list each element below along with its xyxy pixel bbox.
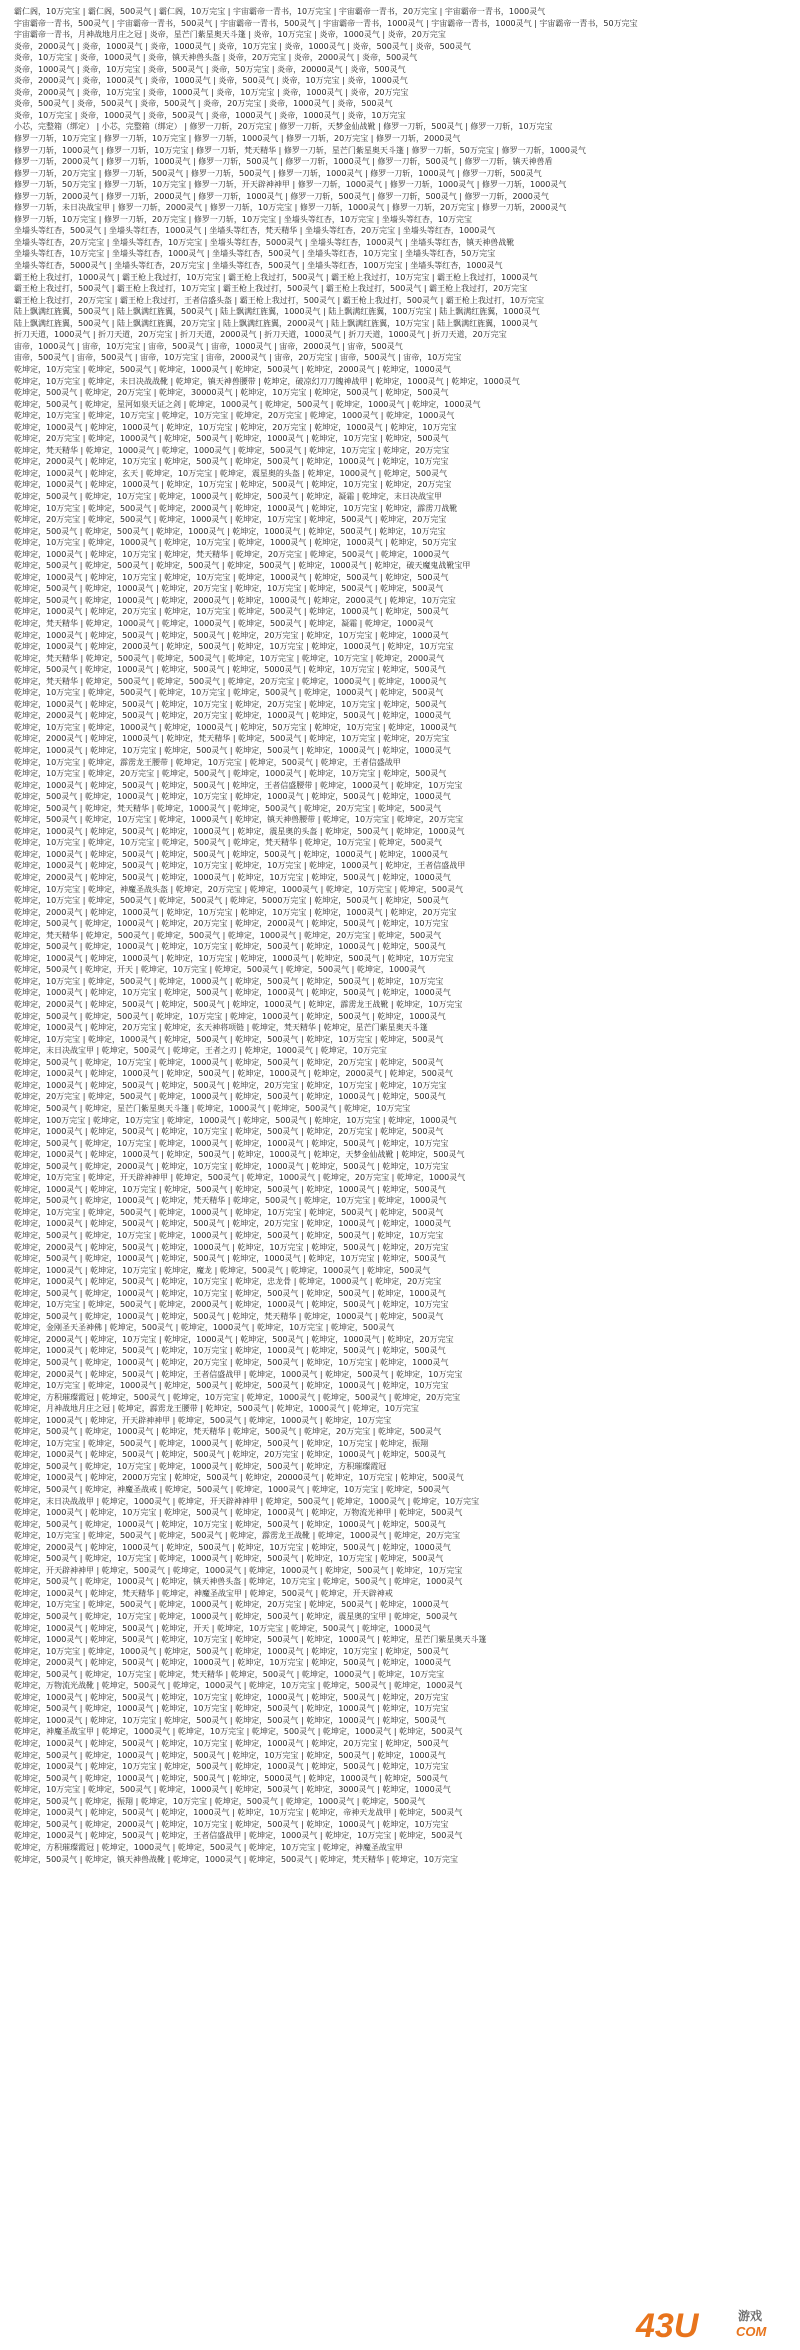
reward-line: 乾坤定，方积璀璨霞冠 | 乾坤定，1000灵气 | 乾坤定，500灵气 | 乾坤定，10万完宝 | 乾坤定，神魔圣战宝甲 [14,1842,403,1852]
reward-line: 乾坤定，10万完宝 | 乾坤定，1000灵气 | 乾坤定，500灵气 | 乾坤定，500灵气 | 乾坤定，1000灵气 | 乾坤定，10万完宝 [14,1381,449,1391]
reward-line: 炎帝，1000灵气 | 炎帝，10万完宝 | 炎帝，500灵气 | 炎帝，50万完宝 | 炎帝，20000灵气 | 炎帝，500灵气 [14,64,406,74]
reward-line: 炎帝，2000灵气 | 炎帝，1000灵气 | 炎帝，1000灵气 | 炎帝，500灵气 | 炎帝，10万完宝 | 炎帝，1000灵气 [14,76,408,86]
reward-line: 乾坤定，500灵气 | 乾坤定，1000灵气 | 乾坤定，500灵气 | 乾坤定，5000灵气 | 乾坤定，1000灵气 | 乾坤定，500灵气 [14,1773,448,1783]
reward-line: 坐墙头等红杏，500灵气 | 坐墙头等红杏，1000灵气 | 坐墙头等红杏，梵天精华 | 坐墙头等红杏，20万完宝 | 坐墙头等红杏，1000灵气 [14,226,496,236]
reward-line: 乾坤定，500灵气 | 乾坤定，2000灵气 | 乾坤定，10万完宝 | 乾坤定，1000灵气 | 乾坤定，500灵气 | 乾坤定，10万完宝 [14,1161,449,1171]
reward-line: 乾坤定，万物流光战靴 | 乾坤定，500灵气 | 乾坤定，1000灵气 | 乾坤定，10万完宝 | 乾坤定，500灵气 | 乾坤定，1000灵气 [14,1681,463,1691]
reward-line: 修罗一刀斩，10万完宝 | 修罗一刀斩，10万完宝 | 修罗一刀斩，1000灵气 | 修罗一刀斩，20万完宝 | 修罗一刀斩，2000灵气 [14,134,461,144]
reward-line: 乾坤定，1000灵气 | 乾坤定，500灵气 | 乾坤定，10万完宝 | 乾坤定，500灵气 | 乾坤定，1000灵气 | 乾坤定，星芒门紫星奥天斗篷 [14,1635,487,1645]
reward-line: 乾坤定，500灵气 | 乾坤定，500灵气 | 乾坤定，1000灵气 | 乾坤定，1000灵气 | 乾坤定，500灵气 | 乾坤定，10万完宝 [14,526,446,536]
reward-line: 乾坤定，1000灵气 | 乾坤定，20万完宝 | 乾坤定，10万完宝 | 乾坤定，500灵气 | 乾坤定，1000灵气 | 乾坤定，500灵气 [14,607,449,617]
reward-line: 乾坤定，20万完宝 | 乾坤定，1000灵气 | 乾坤定，500灵气 | 乾坤定，1000灵气 | 乾坤定，10万完宝 | 乾坤定，500灵气 [14,434,449,444]
reward-line: 乾坤定，500灵气 | 乾坤定，10万完宝 | 乾坤定，1000灵气 | 乾坤定，500灵气 | 乾坤定，凝霜 | 乾坤定，末日决战宝甲 [14,491,442,501]
reward-line: 乾坤定，1000灵气 | 乾坤定，500灵气 | 乾坤定，10万完宝 | 乾坤定，1000灵气 | 乾坤定，500灵气 | 乾坤定，20万完宝 [14,1692,449,1702]
reward-line: 乾坤定，500灵气 | 乾坤定，10万完宝 | 乾坤定，1000灵气 | 乾坤定，500灵气 | 乾坤定，10万完宝 | 乾坤定，500灵气 [14,1554,444,1564]
reward-line: 乾坤定，1000灵气 | 乾坤定，10万完宝 | 乾坤定，500灵气 | 乾坤定，500灵气 | 乾坤定，1000灵气 | 乾坤定，500灵气 [14,1715,446,1725]
reward-line: 陆上飘满红旌翼，500灵气 | 陆上飘满红旌翼，500灵气 | 陆上飘满红旌翼，1000灵气 | 陆上飘满红旌翼，100万完宝 | 陆上飘满红旌翼，1000灵气 [14,307,540,317]
reward-line: 乾坤定，10万完宝 | 乾坤定，霹雳龙王腰带 | 乾坤定，10万完宝 | 乾坤定，500灵气 | 乾坤定，王者信盛战甲 [14,757,401,767]
reward-line: 乾坤定，10万完宝 | 乾坤定，20万完宝 | 乾坤定，500灵气 | 乾坤定，1000灵气 | 乾坤定，10万完宝 | 乾坤定，500灵气 [14,769,447,779]
reward-line: 乾坤定，500灵气 | 乾坤定，1000灵气 | 乾坤定，梵天精华 | 乾坤定，500灵气 | 乾坤定，20万完宝 | 乾坤定，500灵气 [14,1427,442,1437]
reward-line: 乾坤定，500灵气 | 乾坤定，10万完宝 | 乾坤定，1000灵气 | 乾坤定，1000灵气 | 乾坤定，500灵气 | 乾坤定，10万完宝 [14,1138,449,1148]
reward-line: 乾坤定，1000灵气 | 乾坤定，开天辟神神甲 | 乾坤定，500灵气 | 乾坤定，1000灵气 | 乾坤定，10万完宝 [14,1415,392,1425]
logo-sub-text: 游戏 [738,2309,763,2323]
reward-line: 乾坤定，2000灵气 | 乾坤定，10万完宝 | 乾坤定，500灵气 | 乾坤定，500灵气 | 乾坤定，1000灵气 | 乾坤定，10万完宝 [14,457,449,467]
reward-line: 乾坤定，2000灵气 | 乾坤定，500灵气 | 乾坤定，1000灵气 | 乾坤定，10万完宝 | 乾坤定，500灵气 | 乾坤定，20万完宝 [14,1242,449,1252]
reward-line: 乾坤定，500灵气 | 乾坤定，1000灵气 | 乾坤定，10万完宝 | 乾坤定，500灵气 | 乾坤定，500灵气 | 乾坤定，1000灵气 [14,1288,446,1298]
reward-line: 乾坤定，1000灵气 | 乾坤定，500灵气 | 乾坤定，500灵气 | 乾坤定，20万完宝 | 乾坤定，1000灵气 | 乾坤定，500灵气 [14,1450,446,1460]
reward-line: 坐墙头等红杏，5000灵气 | 坐墙头等红杏，20万完宝 | 坐墙头等红杏，500灵气 | 坐墙头等红杏，100万完宝 | 坐墙头等红杏，1000灵气 [14,261,503,271]
reward-line: 乾坤定，1000灵气 | 乾坤定，10万完宝 | 乾坤定，10万完宝 | 乾坤定，1000灵气 | 乾坤定，500灵气 | 乾坤定，500灵气 [14,572,449,582]
reward-line: 乾坤定，500灵气 | 乾坤定，1000灵气 | 乾坤定，20万完宝 | 乾坤定，10万完宝 | 乾坤定，500灵气 | 乾坤定，500灵气 [14,584,444,594]
reward-line: 乾坤定，金刚圣天圣神佛 | 乾坤定，500灵气 | 乾坤定，1000灵气 | 乾坤定，10万完宝 | 乾坤定，500灵气 [14,1323,395,1333]
reward-line: 坐墙头等红杏，10万完宝 | 坐墙头等红杏，1000灵气 | 坐墙头等红杏，500灵气 | 坐墙头等红杏，10万完宝 | 坐墙头等红杏，50万完宝 [14,249,496,259]
reward-line: 乾坤定，神魔圣战宝甲 | 乾坤定，1000灵气 | 乾坤定，10万完宝 | 乾坤定，500灵气 | 乾坤定，1000灵气 | 乾坤定，500灵气 [14,1727,463,1737]
reward-line: 乾坤定，2000灵气 | 乾坤定，500灵气 | 乾坤定，500灵气 | 乾坤定，1000灵气 | 乾坤定，霹雳龙王战靴 | 乾坤定，10万完宝 [14,1000,463,1010]
reward-line: 乾坤定，1000灵气 | 乾坤定，500灵气 | 乾坤定，10万完宝 | 乾坤定，忠龙骨 | 乾坤定，1000灵气 | 乾坤定，20万完宝 [14,1277,442,1287]
reward-line: 陆上飘满红旌翼，500灵气 | 陆上飘满红旌翼，20万完宝 | 陆上飘满红旌翼，2000灵气 | 陆上飘满红旌翼，10万完宝 | 陆上飘满红旌翼，1000灵气 [14,318,538,328]
reward-line: 乾坤定，梵天精华 | 乾坤定，500灵气 | 乾坤定，500灵气 | 乾坤定，10万完宝 | 乾坤定，10万完宝 | 乾坤定，2000灵气 [14,653,445,663]
reward-line: 宇宙霸帝一青书，月神战地月庄之冠 | 炎帝，星芒门紫星奥天斗篷 | 炎帝，10万完宝 | 炎帝，1000灵气 | 炎帝，20万完宝 [14,30,446,40]
logo-domain-text: COM [736,2324,767,2339]
reward-line: 乾坤定，500灵气 | 乾坤定，1000灵气 | 乾坤定，500灵气 | 乾坤定，10万完宝 | 乾坤定，500灵气 | 乾坤定，1000灵气 [14,1750,446,1760]
reward-line: 宙帝，500灵气 | 宙帝，500灵气 | 宙帝，10万完宝 | 宙帝，2000灵气 | 宙帝，20万完宝 | 宙帝，500灵气 | 宙帝，10万完宝 [14,353,462,363]
reward-line: 乾坤定，方积璀璨霞冠 | 乾坤定，500灵气 | 乾坤定，10万完宝 | 乾坤定，1000灵气 | 乾坤定，500灵气 | 乾坤定，20万完宝 [14,1392,461,1402]
reward-line: 炎帝，2000灵气 | 炎帝，1000灵气 | 炎帝，1000灵气 | 炎帝，10万完宝 | 炎帝，1000灵气 | 炎帝，500灵气 | 炎帝，500灵气 [14,41,471,51]
reward-line: 乾坤定，月神战地月庄之冠 | 乾坤定，霹雳龙王腰带 | 乾坤定，500灵气 | 乾坤定，1000灵气 | 乾坤定，10万完宝 [14,1404,419,1414]
reward-line: 霸仁阁，10万完宝 | 霸仁阁，500灵气 | 霸仁阁，10万完宝 | 宇宙霸帝一青书，10万完宝 | 宇宙霸帝一青书，20万完宝 | 宇宙霸帝一青书，1000灵气 [14,7,546,16]
reward-line: 乾坤定，10万完宝 | 乾坤定，开天辟神神甲 | 乾坤定，500灵气 | 乾坤定，1000灵气 | 乾坤定，20万完宝 | 乾坤定，1000灵气 [14,1173,466,1183]
reward-line: 乾坤定，500灵气 | 乾坤定，20万完宝 | 乾坤定，30000灵气 | 乾坤定，10万完宝 | 乾坤定，500灵气 | 乾坤定，500灵气 [14,388,449,398]
reward-line: 乾坤定，末日决战战甲 | 乾坤定，1000灵气 | 乾坤定，开天辟神神甲 | 乾坤定，500灵气 | 乾坤定，1000灵气 | 乾坤定，10万完宝 [14,1496,480,1506]
reward-line: 乾坤定，1000灵气 | 乾坤定，2000万完宝 | 乾坤定，500灵气 | 乾坤定，20000灵气 | 乾坤定，10万完宝 | 乾坤定，500灵气 [14,1473,464,1483]
reward-line: 乾坤定，1000灵气 | 乾坤定，2000灵气 | 乾坤定，500灵气 | 乾坤定，10万完宝 | 乾坤定，1000灵气 | 乾坤定，10万完宝 [14,642,454,652]
reward-line: 乾坤定，10万完宝 | 乾坤定，500灵气 | 乾坤定，1000灵气 | 乾坤定，500灵气 | 乾坤定，500灵气 | 乾坤定，10万完宝 [14,976,444,986]
reward-line: 乾坤定，10万完宝 | 乾坤定，500灵气 | 乾坤定，500灵气 | 乾坤定，5000万完宝 | 乾坤定，500灵气 | 乾坤定，500灵气 [14,896,449,906]
reward-line: 乾坤定，1000灵气 | 乾坤定，500灵气 | 乾坤定，500灵气 | 乾坤定，20万完宝 | 乾坤定，10万完宝 | 乾坤定，1000灵气 [14,630,449,640]
reward-line: 乾坤定，2000灵气 | 乾坤定，1000灵气 | 乾坤定，500灵气 | 乾坤定，10万完宝 | 乾坤定，500灵气 | 乾坤定，1000灵气 [14,1542,451,1552]
reward-line: 乾坤定，500灵气 | 乾坤定，10万完宝 | 乾坤定，1000灵气 | 乾坤定，镇天神兽腰带 | 乾坤定，10万完宝 | 乾坤定，20万完宝 [14,815,464,825]
reward-line: 修罗一刀斩，2000灵气 | 修罗一刀斩，1000灵气 | 修罗一刀斩，500灵气 | 修罗一刀斩，1000灵气 | 修罗一刀斩，500灵气 | 修罗一刀斩，镇天神兽盾 [14,157,553,167]
reward-line: 乾坤定，500灵气 | 乾坤定，1000灵气 | 乾坤定，10万完宝 | 乾坤定，1000灵气 | 乾坤定，500灵气 | 乾坤定，1000灵气 [14,792,451,802]
reward-line: 乾坤定，1000灵气 | 乾坤定，梵天精华 | 乾坤定，神魔圣战宝甲 | 乾坤定，500灵气 | 乾坤定，开天辟神戒 [14,1588,393,1598]
reward-line: 乾坤定，1000灵气 | 乾坤定，10万完宝 | 乾坤定，500灵气 | 乾坤定，1000灵气 | 乾坤定，500灵气 | 乾坤定，1000灵气 [14,988,451,998]
reward-line: 炎帝，10万完宝 | 炎帝，1000灵气 | 炎帝，镇天神兽头盔 | 炎帝，20万完宝 | 炎帝，2000灵气 | 炎帝，500灵气 [14,53,418,63]
reward-line: 乾坤定，500灵气 | 乾坤定，1000灵气 | 乾坤定，梵天精华 | 乾坤定，500灵气 | 乾坤定，10万完宝 | 乾坤定，1000灵气 [14,1196,447,1206]
reward-line: 乾坤定，1000灵气 | 乾坤定，10万完宝 | 乾坤定，500灵气 | 乾坤定，500灵气 | 乾坤定，1000灵气 | 乾坤定，1000灵气 [14,746,451,755]
reward-line: 乾坤定，500灵气 | 乾坤定，神魔圣战戒 | 乾坤定，500灵气 | 乾坤定，1000灵气 | 乾坤定，10万完宝 | 乾坤定，500灵气 [14,1485,450,1494]
reward-line: 乾坤定，500灵气 | 乾坤定，10万完宝 | 乾坤定，1000灵气 | 乾坤定，500灵气 | 乾坤定，方积璀璨霞冠 [14,1461,387,1471]
reward-line: 修罗一刀斩，1000灵气 | 修罗一刀斩，10万完宝 | 修罗一刀斩，梵天精华 | 修罗一刀斩，星芒门紫星奥天斗篷 | 修罗一刀斩，50万完宝 | 修罗一刀斩，1000灵气 [14,145,586,155]
reward-line: 霸王枪上我过打，20万完宝 | 霸王枪上我过打，王者信盛头盔 | 霸王枪上我过打，500灵气 | 霸王枪上我过打，500灵气 | 霸王枪上我过打，10万完宝 [14,295,545,305]
reward-line: 坐墙头等红杏，20万完宝 | 坐墙头等红杏，10万完宝 | 坐墙头等红杏，5000灵气 | 坐墙头等红杏，1000灵气 | 坐墙头等红杏，镇天神兽战靴 [14,237,515,247]
reward-line: 乾坤定，1000灵气 | 乾坤定，1000灵气 | 乾坤定，500灵气 | 乾坤定，1000灵气 | 乾坤定，天梦金仙战靴 | 乾坤定，500灵气 [14,1150,465,1160]
reward-line: 乾坤定，2000灵气 | 乾坤定，10万完宝 | 乾坤定，1000灵气 | 乾坤定，500灵气 | 乾坤定，1000灵气 | 乾坤定，20万完宝 [14,1334,454,1344]
reward-line: 乾坤定，10万完宝 | 乾坤定，神魔圣战头盔 | 乾坤定，20万完宝 | 乾坤定，1000灵气 | 乾坤定，10万完宝 | 乾坤定，500灵气 [14,884,464,894]
reward-line: 乾坤定，500灵气 | 乾坤定，星芒门紫星奥天斗篷 | 乾坤定，1000灵气 | 乾坤定，500灵气 | 乾坤定，10万完宝 [14,1103,411,1113]
reward-line: 霸王枪上我过打，1000灵气 | 霸王枪上我过打，10万完宝 | 霸王枪上我过打，500灵气 | 霸王枪上我过打，10万完宝 | 霸王枪上我过打，1000灵气 [14,272,538,282]
reward-line: 乾坤定，末日决战宝甲 | 乾坤定，500灵气 | 乾坤定，王者之刃 | 乾坤定，1000灵气 | 乾坤定，10万完宝 [14,1046,387,1056]
reward-line: 乾坤定，500灵气 | 乾坤定，10万完宝 | 乾坤定，1000灵气 | 乾坤定，500灵气 | 乾坤定，20万完宝 | 乾坤定，500灵气 [14,1057,444,1067]
reward-line: 乾坤定，100万完宝 | 乾坤定，10万完宝 | 乾坤定，1000灵气 | 乾坤定，500灵气 | 乾坤定，10万完宝 | 乾坤定，1000灵气 [14,1115,457,1125]
reward-line: 乾坤定，1000灵气 | 乾坤定，10万完宝 | 乾坤定，魔龙 | 乾坤定，500灵气 | 乾坤定，1000灵气 | 乾坤定，500灵气 [14,1265,431,1275]
reward-line: 乾坤定，2000灵气 | 乾坤定，1000灵气 | 乾坤定，10万完宝 | 乾坤定，10万完宝 | 乾坤定，1000灵气 | 乾坤定，20万完宝 [14,907,457,917]
reward-line: 乾坤定，10万完宝 | 乾坤定，500灵气 | 乾坤定，1000灵气 | 乾坤定，500灵气 | 乾坤定，10万完宝 | 乾坤定，振翔 [14,1438,429,1448]
reward-line: 乾坤定，10万完宝 | 乾坤定，500灵气 | 乾坤定，500灵气 | 乾坤定，霹雳龙王战靴 | 乾坤定，1000灵气 | 乾坤定，20万完宝 [14,1531,461,1541]
reward-line: 乾坤定，1000灵气 | 乾坤定，500灵气 | 乾坤定，500灵气 | 乾坤定，500灵气 | 乾坤定，1000灵气 | 乾坤定，1000灵气 [14,849,448,859]
reward-line: 乾坤定，梵天精华 | 乾坤定，500灵气 | 乾坤定，500灵气 | 乾坤定，1000灵气 | 乾坤定，20万完宝 | 乾坤定，500灵气 [14,930,442,940]
reward-line: 乾坤定，500灵气 | 乾坤定，镇天神兽战靴 | 乾坤定，1000灵气 | 乾坤定，500灵气 | 乾坤定，梵天精华 | 乾坤定，10万完宝 [14,1854,458,1864]
reward-line: 宇宙霸帝一青书，500灵气 | 宇宙霸帝一青书，500灵气 | 宇宙霸帝一青书，500灵气 | 宇宙霸帝一青书，1000灵气 | 宇宙霸帝一青书，1000灵气 | 宇宙霸帝一青书，50万完宝 [14,18,638,28]
reward-line: 乾坤定，2000灵气 | 乾坤定，500灵气 | 乾坤定，1000灵气 | 乾坤定，10万完宝 | 乾坤定，500灵气 | 乾坤定，1000灵气 [14,873,451,883]
reward-line: 乾坤定，10万完宝 | 乾坤定，10万完宝 | 乾坤定，10万完宝 | 乾坤定，20万完宝 | 乾坤定，1000灵气 | 乾坤定，1000灵气 [14,411,455,421]
reward-line: 乾坤定，500灵气 | 乾坤定，10万完宝 | 乾坤定，1000灵气 | 乾坤定，500灵气 | 乾坤定，500灵气 | 乾坤定，10万完宝 [14,1230,444,1240]
reward-line: 修罗一刀斩，2000灵气 | 修罗一刀斩，2000灵气 | 修罗一刀斩，1000灵气 | 修罗一刀斩，500灵气 | 修罗一刀斩，500灵气 | 修罗一刀斩，2000灵气 [14,191,549,201]
reward-line: 乾坤定，10万完宝 | 乾坤定，500灵气 | 乾坤定，1000灵气 | 乾坤定，500灵气 | 乾坤定，3000灵气 | 乾坤定，1000灵气 [14,1785,451,1795]
reward-line: 乾坤定，1000灵气 | 乾坤定，10万完宝 | 乾坤定，500灵气 | 乾坤定，500灵气 | 乾坤定，1000灵气 | 乾坤定，500灵气 [14,1184,446,1194]
reward-line: 乾坤定，1000灵气 | 乾坤定，500灵气 | 乾坤定，1000灵气 | 乾坤定，10万完宝 | 乾坤定，帝神天龙战甲 | 乾坤定，500灵气 [14,1808,463,1818]
reward-line: 乾坤定，500灵气 | 乾坤定，1000灵气 | 乾坤定，500灵气 | 乾坤定，梵天精华 | 乾坤定，1000灵气 | 乾坤定，500灵气 [14,1311,444,1321]
reward-line: 乾坤定，500灵气 | 乾坤定，1000灵气 | 乾坤定，10万完宝 | 乾坤定，500灵气 | 乾坤定，1000灵气 | 乾坤定，10万完宝 [14,1704,449,1714]
reward-line: 乾坤定，500灵气 | 乾坤定，2000灵气 | 乾坤定，10万完宝 | 乾坤定，500灵气 | 乾坤定，1000灵气 | 乾坤定，10万完宝 [14,1819,449,1829]
reward-line: 乾坤定，10万完宝 | 乾坤定，10万完宝 | 乾坤定，500灵气 | 乾坤定，梵天精华 | 乾坤定，10万完宝 | 乾坤定，500灵气 [14,838,442,848]
logo-main-text: 43U [636,2307,699,2344]
reward-line: 乾坤定，1000灵气 | 乾坤定，500灵气 | 乾坤定，500灵气 | 乾坤定，20万完宝 | 乾坤定，1000灵气 | 乾坤定，1000灵气 [14,1219,451,1229]
reward-line: 修罗一刀斩，未日决战宝甲 | 修罗一刀斩，2000灵气 | 修罗一刀斩，10万完宝 | 修罗一刀斩，1000灵气 | 修罗一刀斩，20万完宝 | 修罗一刀斩，2000灵气 [14,203,567,213]
reward-line: 乾坤定，500灵气 | 乾坤定，1000灵气 | 乾坤定，20万完宝 | 乾坤定，2000灵气 | 乾坤定，500灵气 | 乾坤定，10万完宝 [14,919,449,929]
reward-line: 乾坤定，梵天精华 | 乾坤定，1000灵气 | 乾坤定，1000灵气 | 乾坤定，500灵气 | 乾坤定，10万完宝 | 乾坤定，20万完宝 [14,445,450,455]
reward-line: 乾坤定，1000灵气 | 乾坤定，1000灵气 | 乾坤定，10万完宝 | 乾坤定，20万完宝 | 乾坤定，1000灵气 | 乾坤定，10万完宝 [14,422,457,432]
reward-line: 乾坤定，开天辟神神甲 | 乾坤定，500灵气 | 乾坤定，1000灵气 | 乾坤定，1000灵气 | 乾坤定，500灵气 | 乾坤定，10万完宝 [14,1565,463,1575]
reward-line: 乾坤定，2000灵气 | 乾坤定，500灵气 | 乾坤定，20万完宝 | 乾坤定，1000灵气 | 乾坤定，500灵气 | 乾坤定，1000灵气 [14,711,451,721]
reward-line: 乾坤定，1000灵气 | 乾坤定，10万完宝 | 乾坤定，500灵气 | 乾坤定，1000灵气 | 乾坤定，500灵气 | 乾坤定，10万完宝 [14,1762,449,1772]
reward-line: 乾坤定，500灵气 | 乾坤定，1000灵气 | 乾坤定，500灵气 | 乾坤定，1000灵气 | 乾坤定，10万完宝 | 乾坤定，500灵气 [14,1254,446,1264]
reward-line: 宙帝，1000灵气 | 宙帝，10万完宝 | 宙帝，500灵气 | 宙帝，1000灵气 | 宙帝，2000灵气 | 宙帝，500灵气 [14,341,403,351]
reward-line: 乾坤定，1000灵气 | 乾坤定，10万完宝 | 乾坤定，500灵气 | 乾坤定，1000灵气 | 乾坤定，万物流光神甲 | 乾坤定，500灵气 [14,1508,463,1518]
reward-line: 乾坤定，1000灵气 | 乾坤定，500灵气 | 乾坤定，10万完宝 | 乾坤定，500灵气 | 乾坤定，20万完宝 | 乾坤定，500灵气 [14,1127,444,1137]
reward-line: 炎帝，2000灵气 | 炎帝，10万完宝 | 炎帝，1000灵气 | 炎帝，10万完宝 | 炎帝，1000灵气 | 炎帝，20万完宝 [14,87,409,97]
reward-line: 乾坤定，1000灵气 | 乾坤定，500灵气 | 乾坤定，500灵气 | 乾坤定，20万完宝 | 乾坤定，10万完宝 | 乾坤定，10万完宝 [14,1080,447,1090]
reward-line: 乾坤定，500灵气 | 乾坤定，1000灵气 | 乾坤定，镇天神兽头盔 | 乾坤定，10万完宝 | 乾坤定，500灵气 | 乾坤定，1000灵气 [14,1577,463,1587]
reward-line: 乾坤定，500灵气 | 乾坤定，星河如泉天证之剑 | 乾坤定，1000灵气 | 乾坤定，500灵气 | 乾坤定，1000灵气 | 乾坤定，1000灵气 [14,399,481,409]
reward-line: 乾坤定，2000灵气 | 乾坤定，500灵气 | 乾坤定，1000灵气 | 乾坤定，10万完宝 | 乾坤定，500灵气 | 乾坤定，1000灵气 [14,1658,451,1668]
reward-line: 折刀天道，1000灵气 | 折刀天道，20万完宝 | 折刀天道，2000灵气 | 折刀天道，1000灵气 | 折刀天道，1000灵气 | 折刀天道，20万完宝 [14,330,507,340]
reward-line: 乾坤定，10万完宝 | 乾坤定，500灵气 | 乾坤定，1000灵气 | 乾坤定，20万完宝 | 乾坤定，500灵气 | 乾坤定，1000灵气 [14,1600,449,1610]
reward-line: 乾坤定，1000灵气 | 乾坤定，500灵气 | 乾坤定，王者信盛战甲 | 乾坤定，1000灵气 | 乾坤定，10万完宝 | 乾坤定，500灵气 [14,1831,463,1841]
reward-line: 乾坤定，1000灵气 | 乾坤定，500灵气 | 乾坤定，500灵气 | 乾坤定，王者信盛腰带 | 乾坤定，1000灵气 | 乾坤定，10万完宝 [14,780,463,790]
site-watermark-logo [634,2304,786,2344]
reward-line: 乾坤定，10万完宝 | 乾坤定，500灵气 | 乾坤定，1000灵气 | 乾坤定，10万完宝 | 乾坤定，500灵气 | 乾坤定，500灵气 [14,1207,444,1217]
reward-line: 乾坤定，500灵气 | 乾坤定，10万完宝 | 乾坤定，1000灵气 | 乾坤定，500灵气 | 乾坤定，震星奥的宝甲 | 乾坤定，500灵气 [14,1612,458,1622]
reward-line: 乾坤定，10万完宝 | 乾坤定，1000灵气 | 乾坤定，500灵气 | 乾坤定，1000灵气 | 乾坤定，10万完宝 | 乾坤定，500灵气 [14,1646,449,1656]
reward-line: 乾坤定，10万完宝 | 乾坤定，500灵气 | 乾坤定，10万完宝 | 乾坤定，500灵气 | 乾坤定，1000灵气 | 乾坤定，500灵气 [14,688,444,698]
reward-line: 乾坤定，10万完宝 | 乾坤定，500灵气 | 乾坤定，2000灵气 | 乾坤定，1000灵气 | 乾坤定，10万完宝 | 乾坤定，霹雳刀战靴 [14,503,458,513]
reward-line: 乾坤定，500灵气 | 乾坤定，1000灵气 | 乾坤定，10万完宝 | 乾坤定，500灵气 | 乾坤定，1000灵气 | 乾坤定，500灵气 [14,1519,446,1529]
reward-line: 乾坤定，1000灵气 | 乾坤定，20万完宝 | 乾坤定，玄天神将项链 | 乾坤定，梵天精华 | 乾坤定，星芒门紫星奥天斗篷 [14,1023,428,1033]
reward-line: 乾坤定，500灵气 | 乾坤定，振翔 | 乾坤定，10万完宝 | 乾坤定，500灵气 | 乾坤定，1000灵气 | 乾坤定，500灵气 [14,1796,426,1806]
reward-line: 炎帝，500灵气 | 炎帝，500灵气 | 炎帝，500灵气 | 炎帝，20万完宝 | 炎帝，1000灵气 | 炎帝，500灵气 [14,99,393,109]
reward-line: 乾坤定，1000灵气 | 乾坤定，500灵气 | 乾坤定，10万完宝 | 乾坤定，10万完宝 | 乾坤定，1000灵气 | 乾坤定，王者信盛战甲 [14,861,466,871]
reward-line: 乾坤定，1000灵气 | 乾坤定，500灵气 | 乾坤定，10万完宝 | 乾坤定，1000灵气 | 乾坤定，500灵气 | 乾坤定，500灵气 [14,1346,446,1356]
reward-line: 乾坤定，10万完宝 | 乾坤定，未日决战战靴 | 乾坤定，镇天神兽腰带 | 乾坤定，破凉幻刀刀魄神战甲 | 乾坤定，1000灵气 | 乾坤定，1000灵气 [14,376,520,386]
reward-line: 乾坤定，500灵气 | 乾坤定，1000灵气 | 乾坤定，2000灵气 | 乾坤定，1000灵气 | 乾坤定，2000灵气 | 乾坤定，10万完宝 [14,595,456,605]
reward-line: 乾坤定，1000灵气 | 乾坤定，1000灵气 | 乾坤定，500灵气 | 乾坤定，1000灵气 | 乾坤定，2000灵气 | 乾坤定，500灵气 [14,1069,453,1079]
reward-line: 乾坤定，1000灵气 | 乾坤定，10万完宝 | 乾坤定，梵天精华 | 乾坤定，20万完宝 | 乾坤定，500灵气 | 乾坤定，1000灵气 [14,549,450,559]
reward-line: 乾坤定，2000灵气 | 乾坤定，1000灵气 | 乾坤定，梵天精华 | 乾坤定，500灵气 | 乾坤定，10万完宝 | 乾坤定，20万完宝 [14,734,450,744]
reward-line: 乾坤定，10万完宝 | 乾坤定，1000灵气 | 乾坤定，500灵气 | 乾坤定，500灵气 | 乾坤定，10万完宝 | 乾坤定，500灵气 [14,1034,444,1044]
reward-line: 乾坤定，500灵气 | 乾坤定，1000灵气 | 乾坤定，20万完宝 | 乾坤定，500灵气 | 乾坤定，10万完宝 | 乾坤定，1000灵气 [14,1357,449,1367]
reward-line: 小芯，完整箱（绑定） | 小芯，完整箱（绑定） | 修罗一刀斩，20万完宝 | 修罗一刀斩，天梦金仙战靴 | 修罗一刀斩，500灵气 | 修罗一刀斩，10万完宝 [14,122,553,132]
reward-line: 乾坤定，1000灵气 | 乾坤定，500灵气 | 乾坤定，10万完宝 | 乾坤定，20万完宝 | 乾坤定，10万完宝 | 乾坤定，500灵气 [14,699,447,709]
reward-line: 乾坤定，1000灵气 | 乾坤定，1000灵气 | 乾坤定，10万完宝 | 乾坤定，1000灵气 | 乾坤定，500灵气 | 乾坤定，10万完宝 [14,953,454,963]
reward-line: 修罗一刀斩，10万完宝 | 修罗一刀斩，20万完宝 | 修罗一刀斩，10万完宝 | 坐墙头等红杏，10万完宝 | 坐墙头等红杏，10万完宝 [14,214,473,224]
reward-line: 乾坤定，1000灵气 | 乾坤定，500灵气 | 乾坤定，10万完宝 | 乾坤定，1000灵气 | 乾坤定，20万完宝 | 乾坤定，500灵气 [14,1739,449,1749]
reward-line: 乾坤定，梵天精华 | 乾坤定，1000灵气 | 乾坤定，1000灵气 | 乾坤定，500灵气 | 乾坤定，凝霜 | 乾坤定，1000灵气 [14,618,434,628]
reward-line: 乾坤定，500灵气 | 乾坤定，梵天精华 | 乾坤定，1000灵气 | 乾坤定，500灵气 | 乾坤定，20万完宝 | 乾坤定，500灵气 [14,803,442,813]
reward-line: 乾坤定，10万完宝 | 乾坤定，500灵气 | 乾坤定，1000灵气 | 乾坤定，500灵气 | 乾坤定，2000灵气 | 乾坤定，1000灵气 [14,364,451,374]
reward-line: 乾坤定，10万完宝 | 乾坤定，1000灵气 | 乾坤定，10万完宝 | 乾坤定，1000灵气 | 乾坤定，1000灵气 | 乾坤定，50万完宝 [14,538,457,548]
reward-line: 乾坤定，10万完宝 | 乾坤定，500灵气 | 乾坤定，2000灵气 | 乾坤定，1000灵气 | 乾坤定，500灵气 | 乾坤定，10万完宝 [14,1300,449,1310]
reward-line: 乾坤定，500灵气 | 乾坤定，10万完宝 | 乾坤定，梵天精华 | 乾坤定，500灵气 | 乾坤定，1000灵气 | 乾坤定，10万完宝 [14,1669,445,1679]
reward-line: 霸王枪上我过打，500灵气 | 霸王枪上我过打，10万完宝 | 霸王枪上我过打，500灵气 | 霸王枪上我过打，500灵气 | 霸王枪上我过打，20万完宝 [14,284,528,294]
reward-line: 修罗一刀斩，20万完宝 | 修罗一刀斩，500灵气 | 修罗一刀斩，500灵气 | 修罗一刀斩，1000灵气 | 修罗一刀斩，1000灵气 | 修罗一刀斩，500灵气 [14,168,542,178]
reward-line: 乾坤定，20万完宝 | 乾坤定，500灵气 | 乾坤定，1000灵气 | 乾坤定，500灵气 | 乾坤定，1000灵气 | 乾坤定，500灵气 [14,1092,446,1102]
reward-line: 修罗一刀斩，50万完宝 | 修罗一刀斩，10万完宝 | 修罗一刀斩，开天辟神神甲 | 修罗一刀斩，1000灵气 | 修罗一刀斩，1000灵气 | 修罗一刀斩，1000灵气 [14,180,567,190]
reward-line: 乾坤定，1000灵气 | 乾坤定，500灵气 | 乾坤定，开天 | 乾坤定，10万完宝 | 乾坤定，500灵气 | 乾坤定，1000灵气 [14,1623,431,1633]
reward-line: 炎帝，10万完宝 | 炎帝，1000灵气 | 炎帝，500灵气 | 炎帝，1000灵气 | 炎帝，1000灵气 | 炎帝，10万完宝 [14,110,406,120]
reward-line: 乾坤定，1000灵气 | 乾坤定，500灵气 | 乾坤定，1000灵气 | 乾坤定，震星奥的头盔 | 乾坤定，500灵气 | 乾坤定，1000灵气 [14,826,465,836]
reward-line: 乾坤定，1000灵气 | 乾坤定，1000灵气 | 乾坤定，10万完宝 | 乾坤定，500灵气 | 乾坤定，10万完宝 | 乾坤定，20万完宝 [14,480,452,490]
reward-line: 乾坤定，500灵气 | 乾坤定，500灵气 | 乾坤定，10万完宝 | 乾坤定，1000灵气 | 乾坤定，500灵气 | 乾坤定，1000灵气 [14,1011,446,1021]
reward-line: 乾坤定，500灵气 | 乾坤定，500灵气 | 乾坤定，500灵气 | 乾坤定，500灵气 | 乾坤定，1000灵气 | 乾坤定，破天魔鬼战靴宝甲 [14,561,471,571]
reward-line: 乾坤定，500灵气 | 乾坤定，1000灵气 | 乾坤定，10万完宝 | 乾坤定，500灵气 | 乾坤定，1000灵气 | 乾坤定，500灵气 [14,942,446,952]
reward-line: 乾坤定，1000灵气 | 乾坤定，玄天 | 乾坤定，10万完宝 | 乾坤定，震星奥的头盔 | 乾坤定，1000灵气 | 乾坤定，500灵气 [14,468,448,478]
reward-line: 乾坤定，500灵气 | 乾坤定，开天 | 乾坤定，10万完宝 | 乾坤定，500灵气 | 乾坤定，500灵气 | 乾坤定，1000灵气 [14,965,426,975]
reward-line: 乾坤定，10万完宝 | 乾坤定，1000灵气 | 乾坤定，1000灵气 | 乾坤定，50万完宝 | 乾坤定，10万完宝 | 乾坤定，1000灵气 [14,722,457,732]
reward-line: 乾坤定，500灵气 | 乾坤定，1000灵气 | 乾坤定，500灵气 | 乾坤定，5000灵气 | 乾坤定，10万完宝 | 乾坤定，500灵气 [14,665,446,675]
reward-line: 乾坤定，2000灵气 | 乾坤定，500灵气 | 乾坤定，王者信盛战甲 | 乾坤定，1000灵气 | 乾坤定，500灵气 | 乾坤定，10万完宝 [14,1369,463,1379]
reward-line: 乾坤定，梵天精华 | 乾坤定，500灵气 | 乾坤定，500灵气 | 乾坤定，20万完宝 | 乾坤定，1000灵气 | 乾坤定，1000灵气 [14,676,447,686]
reward-line: 乾坤定，20万完宝 | 乾坤定，500灵气 | 乾坤定，1000灵气 | 乾坤定，10万完宝 | 乾坤定，500灵气 | 乾坤定，20万完宝 [14,515,447,525]
